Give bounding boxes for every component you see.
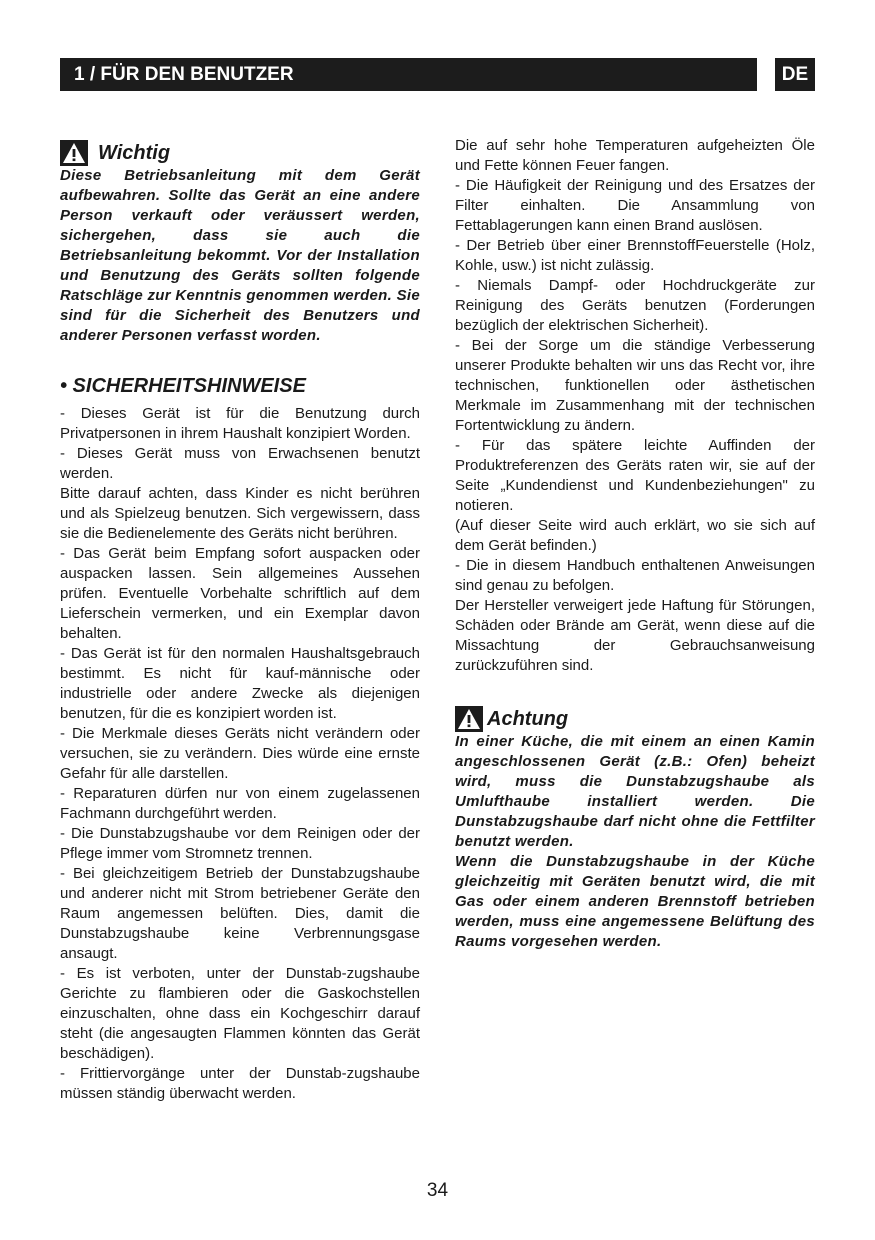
paragraph: - Es ist verboten, unter der Dunstab-zugshaube Gerichte zu flambieren oder die Gaskochstellen einzuschalten, ohne dass ein Kochgeschirr darauf steht (die angesaugten Flammen könnten das Gerät beschädigen).	[60, 965, 420, 1062]
paragraph: - Bei gleichzeitigem Betrieb der Dunstabzugshaube und anderer nicht mit Strom betriebener Geräte den Raum angemessen belüften. Dies, damit die Dunstabzugshaube keine Verbrennungsgase ansaugt.	[60, 865, 420, 962]
achtung-text: Wenn die Dunstabzugshaube in der Küche gleichzeitig mit Geräten benutzt wird, die mit Gas oder einem anderen Brennstoff betrieben werden, muss eine angemessene Belüftung des Raums vorgesehen werden.	[455, 853, 815, 950]
left-column	[60, 140, 420, 1104]
safety-section-title: • SICHERHEITSHINWEISE	[60, 375, 306, 397]
paragraph: - Die Merkmale dieses Geräts nicht verändern oder versuchen, sie zu verändern. Dies würde eine ernste Gefahr für alle darstellen.	[60, 725, 420, 782]
paragraph: (Auf dieser Seite wird auch erklärt, wo sie sich auf dem Gerät befinden.)	[455, 517, 815, 554]
achtung-title: Achtung	[487, 708, 569, 730]
paragraph: - Dieses Gerät ist für die Benutzung durch Privatpersonen in ihrem Haushalt konzipiert Worden.	[60, 405, 420, 442]
paragraph: - Niemals Dampf- oder Hochdruckgeräte zur Reinigung des Geräts benutzen (Forderungen bezüglich der elektrischen Sicherheit).	[455, 277, 815, 334]
paragraph: - Reparaturen dürfen nur von einem zugelassenen Fachmann durchgeführt werden.	[60, 785, 420, 822]
language-badge: DE	[775, 58, 815, 91]
paragraph: Der Hersteller verweigert jede Haftung für Störungen, Schäden oder Brände am Gerät, wenn diese auf die Missachtung der Gebrauchsanweisung zurückzuführen sind.	[455, 597, 815, 674]
paragraph: - Frittiervorgänge unter der Dunstab-zugshaube müssen ständig überwacht werden.	[60, 1065, 420, 1102]
right-column	[455, 136, 815, 952]
wichtig-heading	[60, 140, 420, 166]
paragraph: Die auf sehr hohe Temperaturen aufgeheizten Öle und Fette können Feuer fangen.	[455, 137, 815, 174]
page-number: 34	[426, 1180, 449, 1201]
paragraph: - Dieses Gerät muss von Erwachsenen benutzt werden.	[60, 445, 420, 482]
paragraph: - Der Betrieb über einer BrennstoffFeuerstelle (Holz, Kohle, usw.) ist nicht zulässig.	[455, 237, 815, 274]
paragraph: - Bei der Sorge um die ständige Verbesserung unserer Produkte behalten wir uns das Recht vor, ihre technischen, funktionellen oder ästhetischen Merkmale im Zusammenhang mit der technischen Fortentwicklung zu ändern.	[455, 337, 815, 434]
warning-icon	[60, 140, 88, 166]
section-header-bar	[60, 58, 757, 91]
paragraph: - Für das spätere leichte Auffinden der Produktreferenzen des Geräts raten wir, sie auf der Seite „Kundendienst und Kundenbeziehungen" zu notieren.	[455, 437, 815, 514]
section-title: 1 / FÜR DEN BENUTZER	[74, 64, 294, 85]
wichtig-title: Wichtig	[98, 142, 171, 164]
paragraph: - Die Dunstabzugshaube vor dem Reinigen oder der Pflege immer vom Stromnetz trennen.	[60, 825, 420, 862]
warning-icon	[455, 706, 483, 732]
achtung-text: In einer Küche, die mit einem an einen Kamin angeschlossenen Gerät (z.B.: Ofen) beheizt wird, muss die Dunstabzugshaube als Umlufthaube installiert werden. Die Dunstabzugshaube darf nicht ohne die Fettfilter benutzt werden.	[455, 733, 815, 850]
paragraph: - Das Gerät ist für den normalen Haushaltsgebrauch bestimmt. Es nicht für kauf-männische oder industrielle oder andere Zwecke als diejenigen benutzen, für die es konzipiert worden ist.	[60, 645, 420, 722]
achtung-heading	[455, 706, 815, 732]
paragraph: Bitte darauf achten, dass Kinder es nicht berühren und als Spielzeug benutzen. Sich vergewissern, dass sie die Bedienelemente des Geräts nicht berühren.	[60, 485, 420, 542]
wichtig-text: Diese Betriebsanleitung mit dem Gerät aufbewahren. Sollte das Gerät an eine andere Person verkauft oder veräussert werden, sichergehen, dass sie auch die Betriebsanleitung bekommt. Vor der Installation und Benutzung des Geräts sollten folgende Ratschläge zur Kenntnis genommen werden. Sie sind für die Sicherheit des Benutzers und anderer Personen verfasst worden.	[60, 167, 420, 344]
paragraph: - Die in diesem Handbuch enthaltenen Anweisungen sind genau zu befolgen.	[455, 557, 815, 594]
paragraph: - Die Häufigkeit der Reinigung und des Ersatzes der Filter einhalten. Die Ansammlung von Fettablagerungen kann einen Brand auslösen.	[455, 177, 815, 234]
paragraph: - Das Gerät beim Empfang sofort auspacken oder auspacken lassen. Sein allgemeines Aussehen prüfen. Eventuelle Vorbehalte schriftlich auf dem Lieferschein vermerken, und ein Exemplar davon behalten.	[60, 545, 420, 642]
